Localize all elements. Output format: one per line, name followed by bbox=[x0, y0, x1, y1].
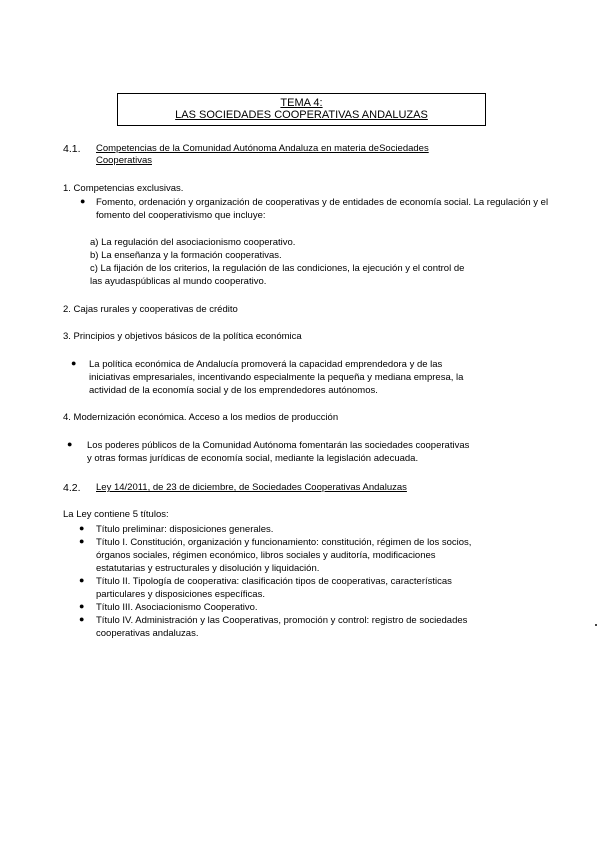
item-1-sub-c-line-2: las ayudaspúblicas al mundo cooperativo. bbox=[90, 276, 267, 287]
item-3-bullet-line-1: La política económica de Andalucía promoverá la capacidad emprendedora y de las bbox=[89, 359, 443, 370]
bullet-icon: ● bbox=[79, 575, 85, 585]
law-title-0: Título preliminar: disposiciones generales. bbox=[96, 524, 274, 535]
section-2-heading: Ley 14/2011, de 23 de diciembre, de Sociedades Cooperativas Andaluzas bbox=[96, 482, 407, 493]
section-1-heading-line-2: Cooperativas bbox=[96, 155, 152, 166]
item-4-heading: 4. Modernización económica. Acceso a los medios de producción bbox=[63, 412, 339, 423]
item-1-bullet-line-1: Fomento, ordenación y organización de cooperativas y de entidades de economía social. La regulación y el bbox=[96, 197, 549, 208]
item-1-sub-b: b) La enseñanza y la formación cooperativas. bbox=[90, 250, 282, 261]
item-2-heading: 2. Cajas rurales y cooperativas de crédito bbox=[63, 304, 238, 315]
title-line-2: LAS SOCIEDADES COOPERATIVAS ANDALUZAS bbox=[175, 109, 428, 121]
margin-mark bbox=[595, 624, 597, 626]
item-3-bullet-line-3: actividad de la economía social y de los emprendedores autónomos. bbox=[89, 385, 378, 396]
law-title-3: Título III. Asociacionismo Cooperativo. bbox=[96, 602, 258, 613]
law-title-1-line-1: Título I. Constitución, organización y funcionamiento: constitución, régimen de los socios, bbox=[96, 537, 472, 548]
title-box bbox=[117, 93, 486, 126]
item-1-bullet-line-2: fomento del cooperativismo que incluye: bbox=[96, 210, 266, 221]
bullet-icon: ● bbox=[80, 196, 86, 206]
bullet-icon: ● bbox=[79, 614, 85, 624]
item-1-sub-a: a) La regulación del asociacionismo cooperativo. bbox=[90, 237, 296, 248]
section-1-number: 4.1. bbox=[63, 143, 81, 155]
item-4-bullet-line-1: Los poderes públicos de la Comunidad Autónoma fomentarán las sociedades cooperativas bbox=[87, 440, 470, 451]
item-1-sub-c-line-1: c) La fijación de los criterios, la regulación de las condiciones, la ejecución y el control de bbox=[90, 263, 465, 274]
law-title-1-line-2: órganos sociales, régimen económico, libros sociales y auditoría, modificaciones bbox=[96, 550, 436, 561]
law-title-4-line-1: Título IV. Administración y las Cooperativas, promoción y control: registro de sociedades bbox=[96, 615, 468, 626]
bullet-icon: ● bbox=[67, 439, 73, 449]
law-title-2-line-2: particulares y disposiciones específicas. bbox=[96, 589, 265, 600]
law-intro: La Ley contiene 5 títulos: bbox=[63, 509, 169, 520]
item-1-heading: 1. Competencias exclusivas. bbox=[63, 183, 184, 194]
law-title-2-line-1: Título II. Tipología de cooperativa: clasificación tipos de cooperativas, características bbox=[96, 576, 452, 587]
law-title-1-line-3: estatutarias y estructurales y disolución y liquidación. bbox=[96, 563, 320, 574]
law-title-4-line-2: cooperativas andaluzas. bbox=[96, 628, 199, 639]
item-4-bullet-line-2: y otras formas jurídicas de economía social, mediante la legislación adecuada. bbox=[87, 453, 419, 464]
section-2-number: 4.2. bbox=[63, 482, 81, 494]
bullet-icon: ● bbox=[79, 536, 85, 546]
bullet-icon: ● bbox=[79, 601, 85, 611]
section-1-heading-line-1: Competencias de la Comunidad Autónoma Andaluza en materia deSociedades bbox=[96, 143, 429, 154]
bullet-icon: ● bbox=[79, 523, 85, 533]
bullet-icon: ● bbox=[71, 358, 77, 368]
item-3-heading: 3. Principios y objetivos básicos de la política económica bbox=[63, 331, 302, 342]
item-3-bullet-line-2: iniciativas empresariales, incentivando especialmente la pequeña y mediana empresa, la bbox=[89, 372, 464, 383]
title-line-1: TEMA 4: bbox=[280, 97, 323, 109]
